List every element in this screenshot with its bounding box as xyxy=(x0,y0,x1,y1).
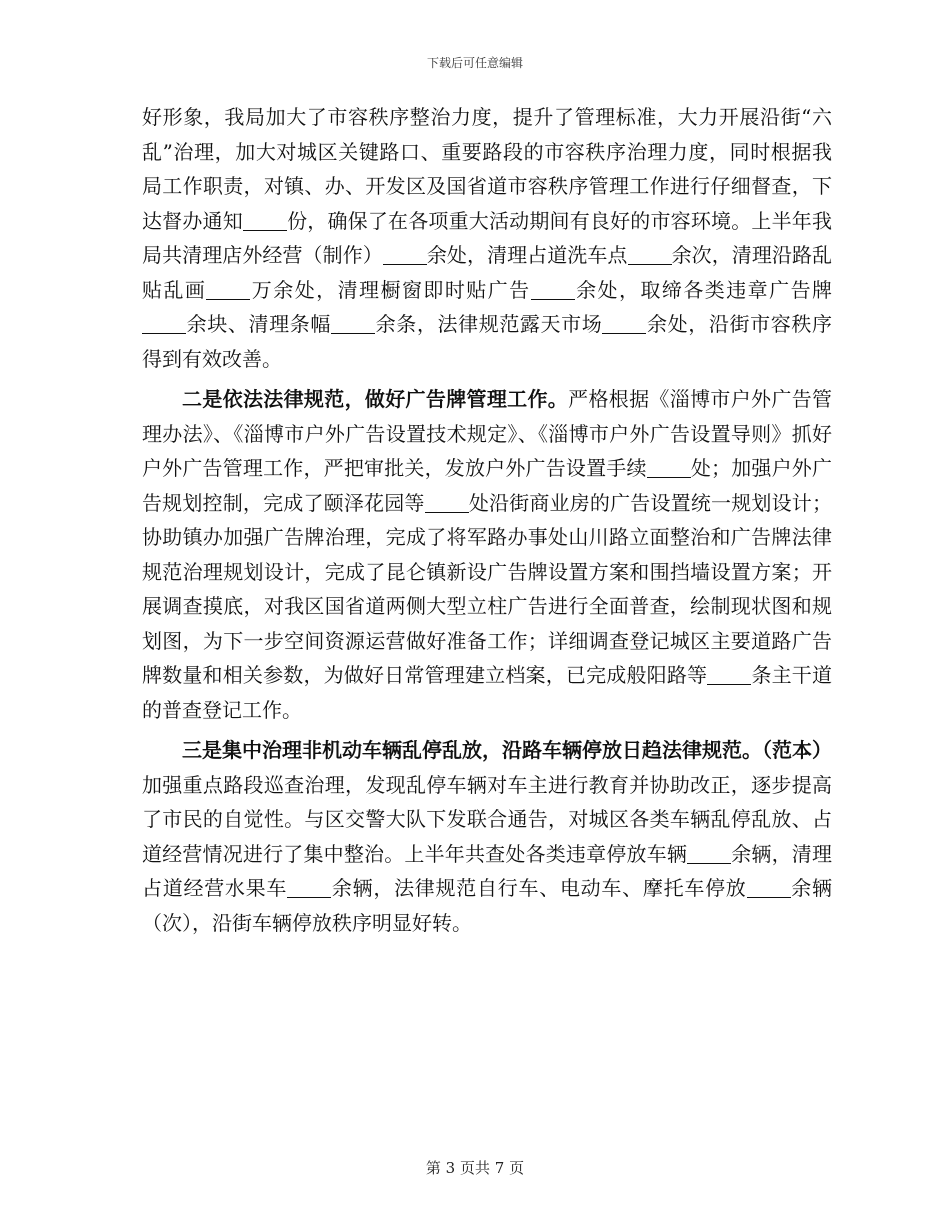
text-run: 份，确保了在各项重大活动期间有良好的市容环境。上半年我局共清理店外经营（制作） xyxy=(142,208,832,267)
text-run: 处沿街商业房的广告设置统一规划设计；协助镇办加强广告牌治理，完成了将军路办事处山川路立面整治和广告牌法律规范治理规划设计，完成了昆仑镇新设广告牌设置方案和围挡墙设置方案；开展调查摸底，对我区国省道两侧大型立柱广告进行全面普查，绘制现状图和规划图，为下一步空间资源运营做好准备工作；详细调查登记城区主要道路广告牌数量和相关参数，为做好日常管理建立档案，已完成般阳路等 xyxy=(142,490,832,687)
paragraph-billboard-management xyxy=(142,382,832,727)
fill-blank xyxy=(628,244,672,265)
section-heading: 二是依法法律规范，做好广告牌管理工作。 xyxy=(182,387,569,411)
text-run: 处；加强户外广告规划控制，完成了颐泽花园等 xyxy=(142,456,832,515)
fill-blank xyxy=(142,313,186,334)
text-run: 余条，法律规范露天市场 xyxy=(374,312,603,336)
text-run: 万余处，清理橱窗即时贴广告 xyxy=(250,277,531,302)
text-run: 余次，清理沿路乱贴乱画 xyxy=(142,243,833,302)
fill-blank xyxy=(206,279,250,300)
text-run: 余辆，清理占道经营水果车 xyxy=(142,841,832,900)
text-run: 余处，取缔各类违章广告牌 xyxy=(574,277,833,302)
fill-blank xyxy=(331,313,375,334)
fill-blank xyxy=(531,279,575,300)
text-run: 余辆（次），沿街车辆停放秩序明显好转。 xyxy=(142,876,833,935)
fill-blank xyxy=(287,877,331,898)
fill-blank xyxy=(687,843,731,864)
fill-blank xyxy=(243,210,287,231)
text-run: 余辆，法律规范自行车、电动车、摩托车停放 xyxy=(331,876,747,900)
text-run: 加强重点路段巡查治理，发现乱停车辆对车主进行教育并协助改正，逐步提高了市民的自觉性。与区交警大队下发联合通告，对城区各类车辆乱停乱放、占道经营情况进行了集中整治。上半年共查处各类违章停放车辆 xyxy=(142,772,832,866)
fill-blank xyxy=(425,492,469,513)
fill-blank xyxy=(647,457,691,478)
text-run: 好形象，我局加大了市容秩序整治力度，提升了管理标准，大力开展沿街“六乱”治理，加大对城区关键路口、重要路段的市容秩序治理力度，同时根据我局工作职责，对镇、办、开发区及国省道市容秩序管理工作进行仔细督查，下达督办通知 xyxy=(142,105,832,233)
section-heading: 三是集中治理非机动车辆乱停乱放，沿路车辆停放日趋法律规范。（范本） xyxy=(182,738,832,762)
paragraph-city-order xyxy=(142,100,832,376)
text-run: 余处，清理占道洗车点 xyxy=(426,243,628,267)
text-run: 余处，沿街市容秩序得到有效改善。 xyxy=(142,312,833,371)
fill-blank xyxy=(747,877,791,898)
page-header: 下载后可任意编辑 xyxy=(426,56,523,70)
fill-blank xyxy=(602,313,646,334)
page-footer: 第 3 页共 7 页 xyxy=(425,1159,525,1177)
fill-blank xyxy=(383,244,427,265)
text-run: 条主干道的普查登记工作。 xyxy=(142,663,832,722)
paragraph-vehicle-parking xyxy=(142,733,832,940)
fill-blank xyxy=(707,664,751,685)
document-body xyxy=(142,100,832,940)
text-run: 严格根据《淄博市户外广告管理办法》、《淄博市户外广告设置技术规定》、《淄博市户外广告设置导则》抓好户外广告管理工作，严把审批关，发放户外广告设置手续 xyxy=(142,387,833,480)
text-run: 余块、清理条幅 xyxy=(186,312,331,336)
